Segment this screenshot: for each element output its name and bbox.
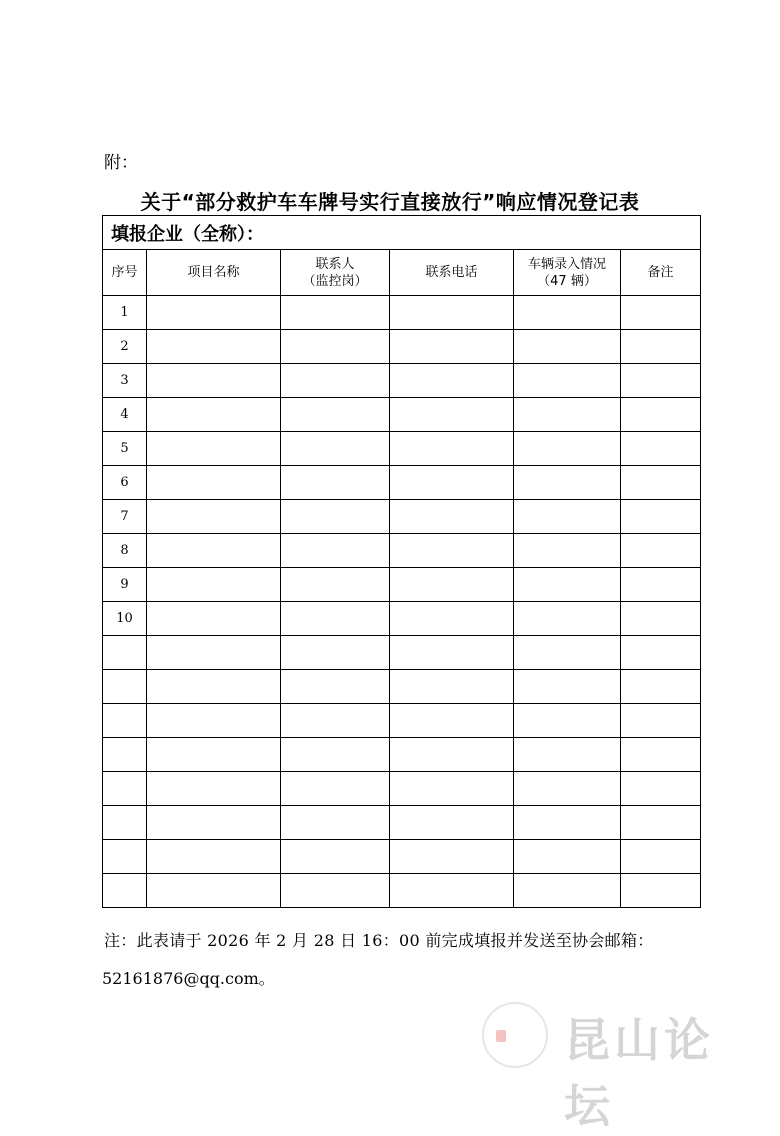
row-project-name[interactable] [147,704,281,738]
row-seq: 10 [103,602,147,636]
row-phone[interactable] [390,602,514,636]
row-seq [103,772,147,806]
table-row [103,500,701,534]
row-project-name[interactable] [147,568,281,602]
row-remark[interactable] [621,874,701,908]
row-seq [103,704,147,738]
watermark-text: 昆山论坛 [564,1013,714,1133]
row-phone[interactable] [390,364,514,398]
header-vehicle-entry [514,250,621,296]
row-phone[interactable] [390,466,514,500]
row-remark[interactable] [621,466,701,500]
row-remark[interactable] [621,432,701,466]
row-seq [103,636,147,670]
table-row [103,636,701,670]
row-project-name[interactable] [147,398,281,432]
row-project-name[interactable] [147,670,281,704]
row-project-name[interactable] [147,840,281,874]
row-contact[interactable] [281,398,390,432]
header-contact [281,250,390,296]
row-remark[interactable] [621,568,701,602]
row-phone[interactable] [390,772,514,806]
row-phone[interactable] [390,500,514,534]
table-row [103,330,701,364]
row-remark[interactable] [621,806,701,840]
row-seq [103,738,147,772]
form-title: 关于“部分救护车车牌号实行直接放行”响应情况登记表 [140,190,640,214]
table-row [103,806,701,840]
row-project-name[interactable] [147,296,281,330]
row-vehicle-entry[interactable] [514,874,621,908]
row-remark[interactable] [621,330,701,364]
table-row [103,840,701,874]
row-phone[interactable] [390,568,514,602]
table-row [103,670,701,704]
row-contact[interactable] [281,330,390,364]
row-seq [103,840,147,874]
table-row [103,296,701,330]
header-contact-line1: 联系人 [315,256,355,272]
row-seq: 9 [103,568,147,602]
row-project-name[interactable] [147,330,281,364]
row-contact[interactable] [281,636,390,670]
table-header-row [103,250,701,296]
row-seq: 3 [103,364,147,398]
header-contact-line2: （监控岗） [302,273,368,289]
table-row [103,432,701,466]
header-vehicle-line2: （47 辆） [537,273,597,289]
row-contact[interactable] [281,568,390,602]
row-remark[interactable] [621,704,701,738]
row-vehicle-entry[interactable] [514,602,621,636]
forum-logo-icon [482,1002,548,1068]
row-contact[interactable] [281,772,390,806]
row-vehicle-entry[interactable] [514,772,621,806]
row-contact[interactable] [281,602,390,636]
row-remark[interactable] [621,772,701,806]
row-seq: 4 [103,398,147,432]
row-seq [103,670,147,704]
seal-icon [496,1030,506,1042]
row-vehicle-entry[interactable] [514,398,621,432]
attachment-label: 附： [104,153,138,173]
row-vehicle-entry[interactable] [514,670,621,704]
row-seq: 6 [103,466,147,500]
row-phone[interactable] [390,704,514,738]
table-row [103,534,701,568]
row-contact[interactable] [281,704,390,738]
row-remark[interactable] [621,636,701,670]
row-remark[interactable] [621,398,701,432]
row-remark[interactable] [621,840,701,874]
row-seq: 5 [103,432,147,466]
row-project-name[interactable] [147,602,281,636]
table-row [103,364,701,398]
header-project-name: 项目名称 [147,250,281,296]
row-project-name[interactable] [147,534,281,568]
footnote: 注：此表请于 2026 年 2 月 28 日 16：00 前完成填报并发送至协会邮箱： [104,931,654,950]
row-vehicle-entry[interactable] [514,704,621,738]
table-row [103,602,701,636]
forum-watermark [482,996,762,1133]
row-vehicle-entry[interactable] [514,568,621,602]
row-contact[interactable] [281,296,390,330]
table-row [103,398,701,432]
row-remark[interactable] [621,500,701,534]
header-phone: 联系电话 [390,250,514,296]
row-seq: 8 [103,534,147,568]
row-vehicle-entry[interactable] [514,466,621,500]
row-phone[interactable] [390,806,514,840]
row-vehicle-entry[interactable] [514,738,621,772]
header-vehicle-line1: 车辆录入情况 [527,256,606,272]
row-project-name[interactable] [147,738,281,772]
row-vehicle-entry[interactable] [514,534,621,568]
row-project-name[interactable] [147,772,281,806]
row-phone[interactable] [390,874,514,908]
row-contact[interactable] [281,840,390,874]
row-phone[interactable] [390,840,514,874]
row-project-name[interactable] [147,466,281,500]
row-seq: 2 [103,330,147,364]
registration-table [102,215,701,908]
row-vehicle-entry[interactable] [514,840,621,874]
row-phone[interactable] [390,670,514,704]
row-remark[interactable] [621,602,701,636]
row-vehicle-entry[interactable] [514,806,621,840]
row-phone[interactable] [390,432,514,466]
table-row [103,772,701,806]
table-row [103,704,701,738]
row-vehicle-entry[interactable] [514,432,621,466]
row-phone[interactable] [390,534,514,568]
row-remark[interactable] [621,670,701,704]
row-contact[interactable] [281,670,390,704]
table-row [103,738,701,772]
row-project-name[interactable] [147,806,281,840]
row-phone[interactable] [390,296,514,330]
table-row [103,466,701,500]
row-contact[interactable] [281,806,390,840]
table-row [103,568,701,602]
row-contact[interactable] [281,432,390,466]
contact-email: 52161876@qq.com。 [102,969,275,988]
row-vehicle-entry[interactable] [514,500,621,534]
row-contact[interactable] [281,364,390,398]
company-name-field[interactable]: 填报企业（全称）： [103,216,701,250]
row-remark[interactable] [621,364,701,398]
header-seq: 序号 [103,250,147,296]
row-project-name[interactable] [147,500,281,534]
row-phone[interactable] [390,738,514,772]
row-remark[interactable] [621,296,701,330]
row-project-name[interactable] [147,364,281,398]
row-vehicle-entry[interactable] [514,364,621,398]
row-seq [103,806,147,840]
row-seq [103,874,147,908]
row-contact[interactable] [281,738,390,772]
row-seq: 7 [103,500,147,534]
row-contact[interactable] [281,534,390,568]
row-contact[interactable] [281,466,390,500]
row-phone[interactable] [390,398,514,432]
row-seq: 1 [103,296,147,330]
row-remark[interactable] [621,738,701,772]
row-vehicle-entry[interactable] [514,636,621,670]
row-contact[interactable] [281,500,390,534]
row-project-name[interactable] [147,874,281,908]
table-row [103,874,701,908]
row-project-name[interactable] [147,636,281,670]
row-project-name[interactable] [147,432,281,466]
row-phone[interactable] [390,330,514,364]
row-contact[interactable] [281,874,390,908]
row-remark[interactable] [621,534,701,568]
row-phone[interactable] [390,636,514,670]
row-vehicle-entry[interactable] [514,296,621,330]
header-remark: 备注 [621,250,701,296]
row-vehicle-entry[interactable] [514,330,621,364]
